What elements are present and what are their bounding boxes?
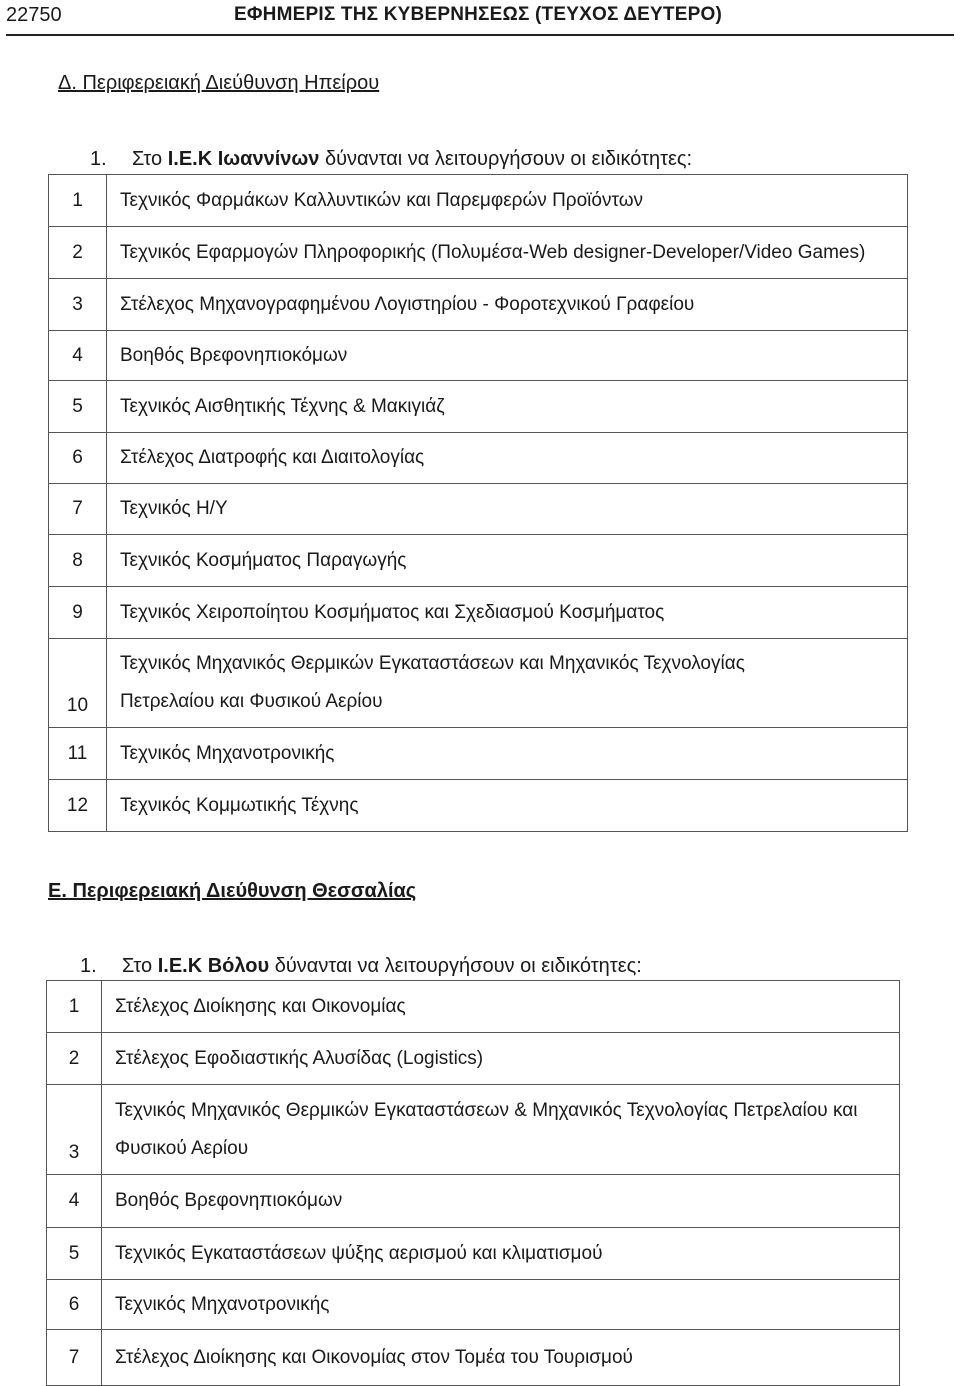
- specialty-name: [102, 1085, 900, 1175]
- specialty-name: Τεχνικός Αισθητικής Τέχνης & Μακιγιάζ: [107, 381, 908, 433]
- table-row: [49, 484, 908, 535]
- specialty-name: [107, 639, 908, 728]
- specialty-name-line-2: Φυσικού Αερίου: [115, 1137, 249, 1159]
- row-number: 3: [47, 1085, 102, 1175]
- specialty-name: Τεχνικός Κοσμήματος Παραγωγής: [107, 535, 908, 587]
- table-row: [49, 279, 908, 331]
- section-heading-epirus: Δ. Περιφερειακή Διεύθυνση Ηπείρου: [58, 72, 380, 94]
- specialty-name: Στέλεχος Μηχανογραφημένου Λογιστηρίου - Φοροτεχνικού Γραφείου: [107, 279, 908, 331]
- intro-prefix: Στο: [122, 955, 153, 977]
- specialty-name: Βοηθός Βρεφονηπιοκόμων: [107, 331, 908, 381]
- specialty-name: Τεχνικός Κομμωτικής Τέχνης: [107, 780, 908, 832]
- row-number: 8: [49, 535, 107, 587]
- specialty-name-line-1: Τεχνικός Μηχανικός Θερμικών Εγκαταστάσεων & Μηχανικός Τεχνολογίας Πετρελαίου και: [115, 1099, 858, 1121]
- row-number: 12: [49, 780, 107, 832]
- table-row: [49, 433, 908, 484]
- intro-number: 1.: [90, 148, 107, 170]
- table-row: [49, 381, 908, 433]
- row-number: 6: [49, 433, 107, 484]
- row-number: 1: [47, 981, 102, 1033]
- row-number: 10: [49, 639, 107, 728]
- section-intro-volos: [80, 955, 642, 978]
- specialties-table-volos: [46, 980, 900, 1386]
- table-row: [49, 587, 908, 639]
- row-number: 6: [47, 1280, 102, 1330]
- specialties-table-ioannina: [48, 174, 908, 832]
- row-number: 5: [49, 381, 107, 433]
- row-number: 7: [49, 484, 107, 535]
- table-row: [49, 331, 908, 381]
- specialty-name: Στέλεχος Εφοδιαστικής Αλυσίδας (Logistics): [102, 1033, 900, 1085]
- intro-suffix: δύνανται να λειτουργήσουν οι ειδικότητες:: [324, 148, 693, 170]
- table-row: [49, 227, 908, 279]
- table-row: [49, 639, 908, 728]
- row-number: 11: [49, 728, 107, 780]
- table-row: [49, 780, 908, 832]
- row-number: 5: [47, 1228, 102, 1280]
- specialty-name: Τεχνικός Φαρμάκων Καλλυντικών και Παρεμφερών Προϊόντων: [107, 175, 908, 227]
- row-number: 4: [49, 331, 107, 381]
- intro-number: 1.: [80, 955, 97, 977]
- table-row: [49, 175, 908, 227]
- intro-prefix: Στο: [132, 148, 163, 170]
- specialty-name: Τεχνικός Μηχανοτρονικής: [107, 728, 908, 780]
- intro-school-name: Ι.Ε.Κ Ιωαννίνων: [167, 148, 320, 170]
- journal-title: ΕΦΗΜΕΡΙΣ ΤΗΣ ΚΥΒΕΡΝΗΣΕΩΣ (ΤΕΥΧΟΣ ΔΕΥΤΕΡΟ): [234, 4, 722, 25]
- specialty-name: Βοηθός Βρεφονηπιοκόμων: [102, 1175, 900, 1228]
- specialty-name-line-1: Τεχνικός Μηχανικός Θερμικών Εγκαταστάσεων και Μηχανικός Τεχνολογίας: [120, 653, 745, 674]
- page-header: [6, 2, 954, 36]
- table-row: [47, 1330, 900, 1386]
- table-row: [47, 1175, 900, 1228]
- row-number: 2: [47, 1033, 102, 1085]
- table-row: [47, 1033, 900, 1085]
- table-row: [47, 1085, 900, 1175]
- intro-suffix: δύνανται να λειτουργήσουν οι ειδικότητες:: [274, 955, 642, 977]
- table-row: [47, 981, 900, 1033]
- specialty-name: Τεχνικός Χειροποίητου Κοσμήματος και Σχεδιασμού Κοσμήματος: [107, 587, 908, 639]
- row-number: 4: [47, 1175, 102, 1228]
- section-heading-thessaly: Ε. Περιφερειακή Διεύθυνση Θεσσαλίας: [48, 880, 417, 902]
- table-row: [49, 728, 908, 780]
- row-number: 1: [49, 175, 107, 227]
- table-row: [47, 1280, 900, 1330]
- section-intro-ioannina: [90, 148, 692, 171]
- specialty-name: Στέλεχος Διοίκησης και Οικονομίας στον Τομέα του Τουρισμού: [102, 1330, 900, 1386]
- intro-school-name: Ι.Ε.Κ Βόλου: [157, 955, 270, 977]
- specialty-name: Στέλεχος Διατροφής και Διαιτολογίας: [107, 433, 908, 484]
- page-number: 22750: [6, 4, 62, 26]
- specialty-name: Τεχνικός Εφαρμογών Πληροφορικής (Πολυμέσα-Web designer-Developer/Video Games): [107, 227, 908, 279]
- table-row: [47, 1228, 900, 1280]
- specialty-name: Τεχνικός Εγκαταστάσεων ψύξης αερισμού και κλιματισμού: [102, 1228, 900, 1280]
- table-row: [49, 535, 908, 587]
- row-number: 3: [49, 279, 107, 331]
- row-number: 2: [49, 227, 107, 279]
- specialty-name-line-2: Πετρελαίου και Φυσικού Αερίου: [120, 691, 383, 712]
- row-number: 9: [49, 587, 107, 639]
- specialty-name: Τεχνικός Η/Υ: [107, 484, 908, 535]
- specialty-name: Τεχνικός Μηχανοτρονικής: [102, 1280, 900, 1330]
- row-number: 7: [47, 1330, 102, 1386]
- specialty-name: Στέλεχος Διοίκησης και Οικονομίας: [102, 981, 900, 1033]
